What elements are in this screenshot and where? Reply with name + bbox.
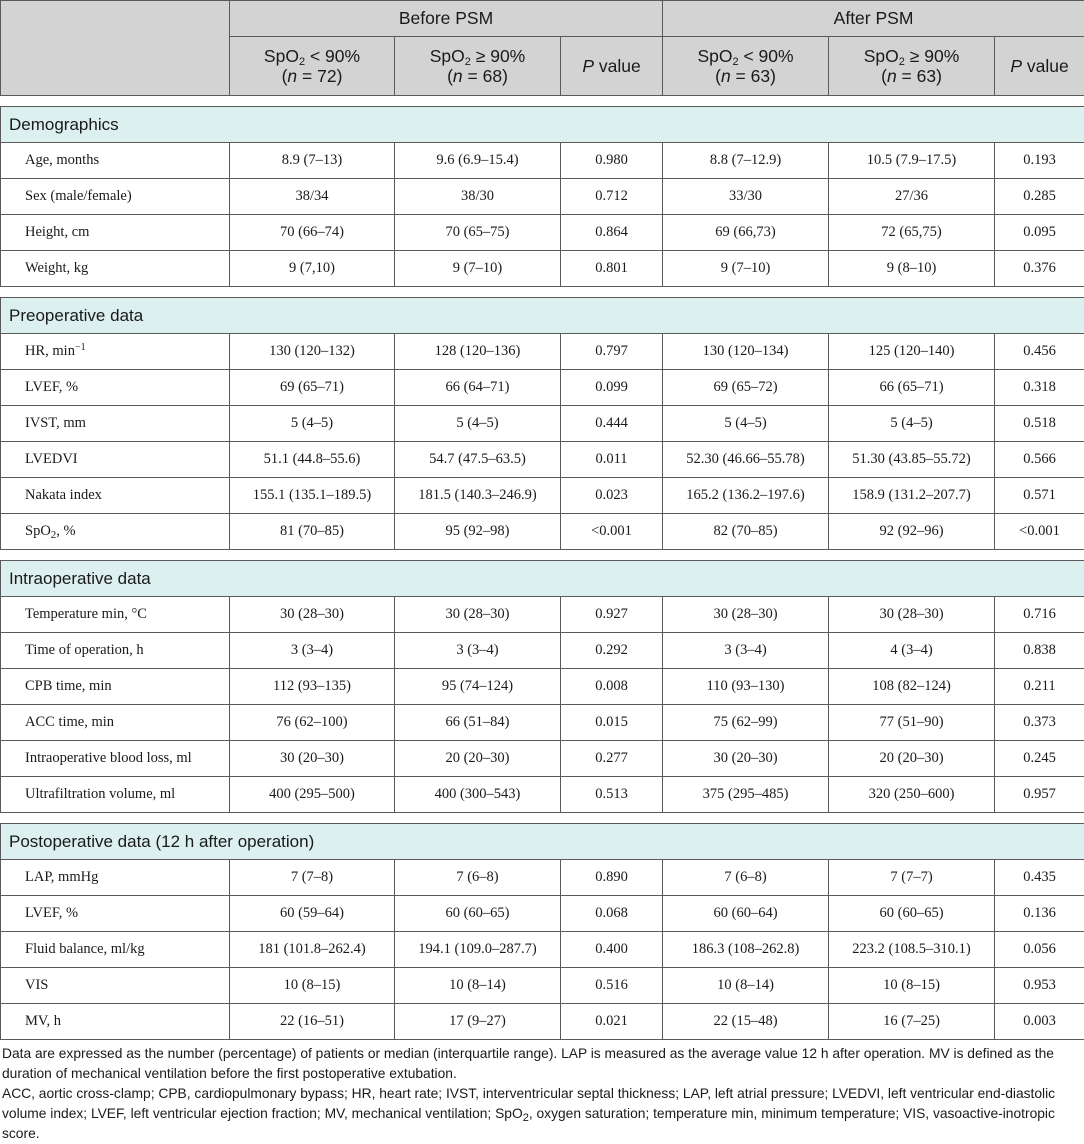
cell-before-p-value: 0.400	[561, 932, 663, 968]
col-header-after-p-value: P value	[995, 37, 1084, 96]
cell-before-spo2-low: 3 (3–4)	[230, 633, 395, 669]
cell-before-spo2-low: 30 (20–30)	[230, 741, 395, 777]
section-title: Demographics	[1, 107, 1084, 143]
cell-after-p-value: 0.285	[995, 179, 1084, 215]
cell-after-p-value: 0.435	[995, 860, 1084, 896]
section-spacer	[1, 96, 1084, 107]
row-label: SpO$_2$, %	[1, 514, 230, 550]
cell-after-spo2-high: 10.5 (7.9–17.5)	[829, 143, 995, 179]
cell-after-p-value: 0.838	[995, 633, 1084, 669]
cell-after-spo2-high: 16 (7–25)	[829, 1004, 995, 1040]
group-header-after-psm: After PSM	[663, 1, 1084, 37]
cell-before-spo2-high: 3 (3–4)	[395, 633, 561, 669]
col-header-before-spo2-high: SpO$_2$ ≥ 90% (n = 68)	[395, 37, 561, 96]
cell-before-spo2-low: 76 (62–100)	[230, 705, 395, 741]
table-row	[1, 860, 1084, 896]
cell-before-spo2-high: 7 (6–8)	[395, 860, 561, 896]
cell-before-p-value: 0.801	[561, 251, 663, 287]
section-spacer-cell	[1, 287, 1084, 298]
row-label: ACC time, min	[1, 705, 230, 741]
table-row	[1, 514, 1084, 550]
cell-before-spo2-high: 66 (51–84)	[395, 705, 561, 741]
cell-before-spo2-low: 30 (28–30)	[230, 597, 395, 633]
section-spacer	[1, 813, 1084, 824]
table-row	[1, 251, 1084, 287]
cell-before-spo2-low: 181 (101.8–262.4)	[230, 932, 395, 968]
cell-before-p-value: 0.864	[561, 215, 663, 251]
cell-after-spo2-high: 125 (120–140)	[829, 334, 995, 370]
cell-before-spo2-high: 30 (28–30)	[395, 597, 561, 633]
cell-after-spo2-low: 130 (120–134)	[663, 334, 829, 370]
cell-before-spo2-high: 5 (4–5)	[395, 406, 561, 442]
header-corner-cell	[1, 1, 230, 96]
cell-before-p-value: 0.068	[561, 896, 663, 932]
cell-after-spo2-low: 375 (295–485)	[663, 777, 829, 813]
cell-before-spo2-low: 155.1 (135.1–189.5)	[230, 478, 395, 514]
row-label: LVEDVI	[1, 442, 230, 478]
cell-before-spo2-high: 70 (65–75)	[395, 215, 561, 251]
cell-before-p-value: 0.516	[561, 968, 663, 1004]
cell-before-spo2-low: 38/34	[230, 179, 395, 215]
section-header-row	[1, 824, 1084, 860]
row-label: Ultrafiltration volume, ml	[1, 777, 230, 813]
col-header-before-spo2-low: SpO$_2$ < 90% (n = 72)	[230, 37, 395, 96]
cell-before-spo2-low: 10 (8–15)	[230, 968, 395, 1004]
cell-before-spo2-high: 9.6 (6.9–15.4)	[395, 143, 561, 179]
cell-before-spo2-low: 7 (7–8)	[230, 860, 395, 896]
cell-after-spo2-low: 3 (3–4)	[663, 633, 829, 669]
cell-before-spo2-high: 194.1 (109.0–287.7)	[395, 932, 561, 968]
section-title: Preoperative data	[1, 298, 1084, 334]
cell-after-spo2-high: 7 (7–7)	[829, 860, 995, 896]
cell-before-p-value: 0.008	[561, 669, 663, 705]
cell-after-p-value: 0.373	[995, 705, 1084, 741]
cell-after-p-value: 0.957	[995, 777, 1084, 813]
row-label: LVEF, %	[1, 370, 230, 406]
cell-after-p-value: 0.518	[995, 406, 1084, 442]
cell-after-spo2-low: 69 (65–72)	[663, 370, 829, 406]
cell-before-spo2-low: 70 (66–74)	[230, 215, 395, 251]
table-row	[1, 179, 1084, 215]
cell-after-spo2-low: 30 (28–30)	[663, 597, 829, 633]
row-label: Temperature min, °C	[1, 597, 230, 633]
cell-after-p-value: 0.003	[995, 1004, 1084, 1040]
cell-after-spo2-low: 60 (60–64)	[663, 896, 829, 932]
cell-after-p-value: 0.376	[995, 251, 1084, 287]
row-label: Intraoperative blood loss, ml	[1, 741, 230, 777]
col-header-after-spo2-low: SpO$_2$ < 90% (n = 63)	[663, 37, 829, 96]
row-label: Height, cm	[1, 215, 230, 251]
cell-after-spo2-high: 27/36	[829, 179, 995, 215]
table-row	[1, 968, 1084, 1004]
cell-after-spo2-low: 69 (66,73)	[663, 215, 829, 251]
footnote-data-description: Data are expressed as the number (percentage) of patients or median (interquartile range). LAP is measured as the average value 12 h after operation. MV is defined as the duration of mechanical ventilation before the first postoperative extubation.	[2, 1044, 1082, 1084]
cell-after-p-value: 0.953	[995, 968, 1084, 1004]
cell-after-p-value: 0.456	[995, 334, 1084, 370]
cell-after-spo2-high: 10 (8–15)	[829, 968, 995, 1004]
section-spacer	[1, 550, 1084, 561]
section-spacer	[1, 287, 1084, 298]
cell-before-spo2-high: 95 (92–98)	[395, 514, 561, 550]
row-label: HR, $\min^{-1}$	[1, 334, 230, 370]
cell-after-p-value: 0.566	[995, 442, 1084, 478]
cell-before-spo2-low: 5 (4–5)	[230, 406, 395, 442]
cell-after-p-value: 0.211	[995, 669, 1084, 705]
table-row	[1, 896, 1084, 932]
cell-after-spo2-high: 5 (4–5)	[829, 406, 995, 442]
group-header-before-psm: Before PSM	[230, 1, 663, 37]
table-row	[1, 1004, 1084, 1040]
cell-after-spo2-high: 108 (82–124)	[829, 669, 995, 705]
cell-before-spo2-high: 95 (74–124)	[395, 669, 561, 705]
cell-after-spo2-low: 22 (15–48)	[663, 1004, 829, 1040]
cell-before-p-value: 0.277	[561, 741, 663, 777]
cell-before-p-value: 0.712	[561, 179, 663, 215]
cell-after-spo2-high: 158.9 (131.2–207.7)	[829, 478, 995, 514]
cell-after-spo2-high: 4 (3–4)	[829, 633, 995, 669]
table-footnotes	[0, 1040, 1084, 1144]
table-row	[1, 633, 1084, 669]
row-label: IVST, mm	[1, 406, 230, 442]
cell-before-p-value: 0.023	[561, 478, 663, 514]
row-label: CPB time, min	[1, 669, 230, 705]
cell-before-p-value: 0.444	[561, 406, 663, 442]
cell-after-spo2-high: 30 (28–30)	[829, 597, 995, 633]
cell-after-spo2-high: 320 (250–600)	[829, 777, 995, 813]
cell-before-p-value: 0.927	[561, 597, 663, 633]
cell-after-spo2-low: 7 (6–8)	[663, 860, 829, 896]
cell-after-p-value: 0.245	[995, 741, 1084, 777]
cell-before-p-value: 0.015	[561, 705, 663, 741]
cell-before-spo2-high: 38/30	[395, 179, 561, 215]
cell-after-spo2-high: 51.30 (43.85–55.72)	[829, 442, 995, 478]
cell-after-spo2-low: 82 (70–85)	[663, 514, 829, 550]
row-label: Nakata index	[1, 478, 230, 514]
cell-before-spo2-low: 60 (59–64)	[230, 896, 395, 932]
table-row	[1, 777, 1084, 813]
cell-before-spo2-high: 20 (20–30)	[395, 741, 561, 777]
cell-before-spo2-low: 8.9 (7–13)	[230, 143, 395, 179]
table-row	[1, 597, 1084, 633]
cell-after-p-value: 0.136	[995, 896, 1084, 932]
table-header	[1, 1, 1084, 96]
table-row	[1, 442, 1084, 478]
cell-after-p-value: 0.095	[995, 215, 1084, 251]
cell-before-spo2-high: 54.7 (47.5–63.5)	[395, 442, 561, 478]
table-row	[1, 705, 1084, 741]
cell-after-spo2-low: 8.8 (7–12.9)	[663, 143, 829, 179]
section-header-row	[1, 561, 1084, 597]
cell-before-spo2-low: 130 (120–132)	[230, 334, 395, 370]
footnote-abbreviations: ACC, aortic cross-clamp; CPB, cardiopulmonary bypass; HR, heart rate; IVST, interventricular septal thickness; LAP, left atrial pressure; LVEDVI, left ventricular end-diastolic volume index; LVEF, left ventricular ejection fraction; MV, mechanical ventilation; SpO$_2$, oxygen saturation; temperature min, minimum temperature; VIS, vasoactive-inotropic score.	[2, 1084, 1082, 1144]
cell-after-spo2-low: 5 (4–5)	[663, 406, 829, 442]
cell-after-spo2-high: 223.2 (108.5–310.1)	[829, 932, 995, 968]
cell-before-spo2-high: 400 (300–543)	[395, 777, 561, 813]
cell-before-p-value: 0.292	[561, 633, 663, 669]
cell-before-spo2-low: 112 (93–135)	[230, 669, 395, 705]
table-row	[1, 478, 1084, 514]
table-row	[1, 215, 1084, 251]
section-title: Postoperative data (12 h after operation)	[1, 824, 1084, 860]
table-body	[1, 96, 1084, 1040]
cell-after-spo2-low: 110 (93–130)	[663, 669, 829, 705]
table-row	[1, 741, 1084, 777]
section-title: Intraoperative data	[1, 561, 1084, 597]
row-label: MV, h	[1, 1004, 230, 1040]
cell-before-p-value: 0.980	[561, 143, 663, 179]
cell-after-p-value: 0.318	[995, 370, 1084, 406]
cell-before-p-value: 0.011	[561, 442, 663, 478]
cell-before-spo2-low: 51.1 (44.8–55.6)	[230, 442, 395, 478]
row-label: Weight, kg	[1, 251, 230, 287]
cell-before-spo2-low: 9 (7,10)	[230, 251, 395, 287]
cell-before-spo2-high: 9 (7–10)	[395, 251, 561, 287]
cell-after-spo2-low: 75 (62–99)	[663, 705, 829, 741]
table-row	[1, 932, 1084, 968]
cell-after-spo2-low: 30 (20–30)	[663, 741, 829, 777]
cell-after-p-value: 0.193	[995, 143, 1084, 179]
table-row	[1, 370, 1084, 406]
cell-after-spo2-low: 165.2 (136.2–197.6)	[663, 478, 829, 514]
section-header-row	[1, 298, 1084, 334]
table-row	[1, 143, 1084, 179]
cell-after-spo2-low: 52.30 (46.66–55.78)	[663, 442, 829, 478]
cell-after-spo2-low: 9 (7–10)	[663, 251, 829, 287]
cell-before-spo2-low: 400 (295–500)	[230, 777, 395, 813]
cell-after-spo2-high: 77 (51–90)	[829, 705, 995, 741]
cell-before-spo2-low: 69 (65–71)	[230, 370, 395, 406]
cell-before-spo2-low: 81 (70–85)	[230, 514, 395, 550]
section-spacer-cell	[1, 96, 1084, 107]
cell-after-spo2-high: 9 (8–10)	[829, 251, 995, 287]
cell-before-p-value: <0.001	[561, 514, 663, 550]
col-header-before-p-value: P value	[561, 37, 663, 96]
row-label: Fluid balance, ml/kg	[1, 932, 230, 968]
table-row	[1, 406, 1084, 442]
cell-after-spo2-low: 10 (8–14)	[663, 968, 829, 1004]
row-label: LVEF, %	[1, 896, 230, 932]
table-row	[1, 669, 1084, 705]
cell-before-spo2-high: 10 (8–14)	[395, 968, 561, 1004]
cell-after-p-value: <0.001	[995, 514, 1084, 550]
cell-before-p-value: 0.099	[561, 370, 663, 406]
cell-after-p-value: 0.571	[995, 478, 1084, 514]
row-label: Sex (male/female)	[1, 179, 230, 215]
row-label: LAP, mmHg	[1, 860, 230, 896]
cell-after-p-value: 0.716	[995, 597, 1084, 633]
cell-before-p-value: 0.513	[561, 777, 663, 813]
cell-before-spo2-high: 128 (120–136)	[395, 334, 561, 370]
cell-before-p-value: 0.890	[561, 860, 663, 896]
row-label: Age, months	[1, 143, 230, 179]
cell-before-p-value: 0.021	[561, 1004, 663, 1040]
cell-after-spo2-high: 92 (92–96)	[829, 514, 995, 550]
cell-after-spo2-low: 33/30	[663, 179, 829, 215]
cell-after-spo2-low: 186.3 (108–262.8)	[663, 932, 829, 968]
cell-before-spo2-high: 60 (60–65)	[395, 896, 561, 932]
cell-after-spo2-high: 66 (65–71)	[829, 370, 995, 406]
section-header-row	[1, 107, 1084, 143]
cell-before-p-value: 0.797	[561, 334, 663, 370]
cell-before-spo2-high: 66 (64–71)	[395, 370, 561, 406]
cell-after-spo2-high: 20 (20–30)	[829, 741, 995, 777]
row-label: Time of operation, h	[1, 633, 230, 669]
cell-before-spo2-low: 22 (16–51)	[230, 1004, 395, 1040]
cell-after-spo2-high: 60 (60–65)	[829, 896, 995, 932]
section-spacer-cell	[1, 813, 1084, 824]
cell-before-spo2-high: 17 (9–27)	[395, 1004, 561, 1040]
table-row	[1, 334, 1084, 370]
cell-before-spo2-high: 181.5 (140.3–246.9)	[395, 478, 561, 514]
cell-after-p-value: 0.056	[995, 932, 1084, 968]
cell-after-spo2-high: 72 (65,75)	[829, 215, 995, 251]
section-spacer-cell	[1, 550, 1084, 561]
row-label: VIS	[1, 968, 230, 1004]
col-header-after-spo2-high: SpO$_2$ ≥ 90% (n = 63)	[829, 37, 995, 96]
